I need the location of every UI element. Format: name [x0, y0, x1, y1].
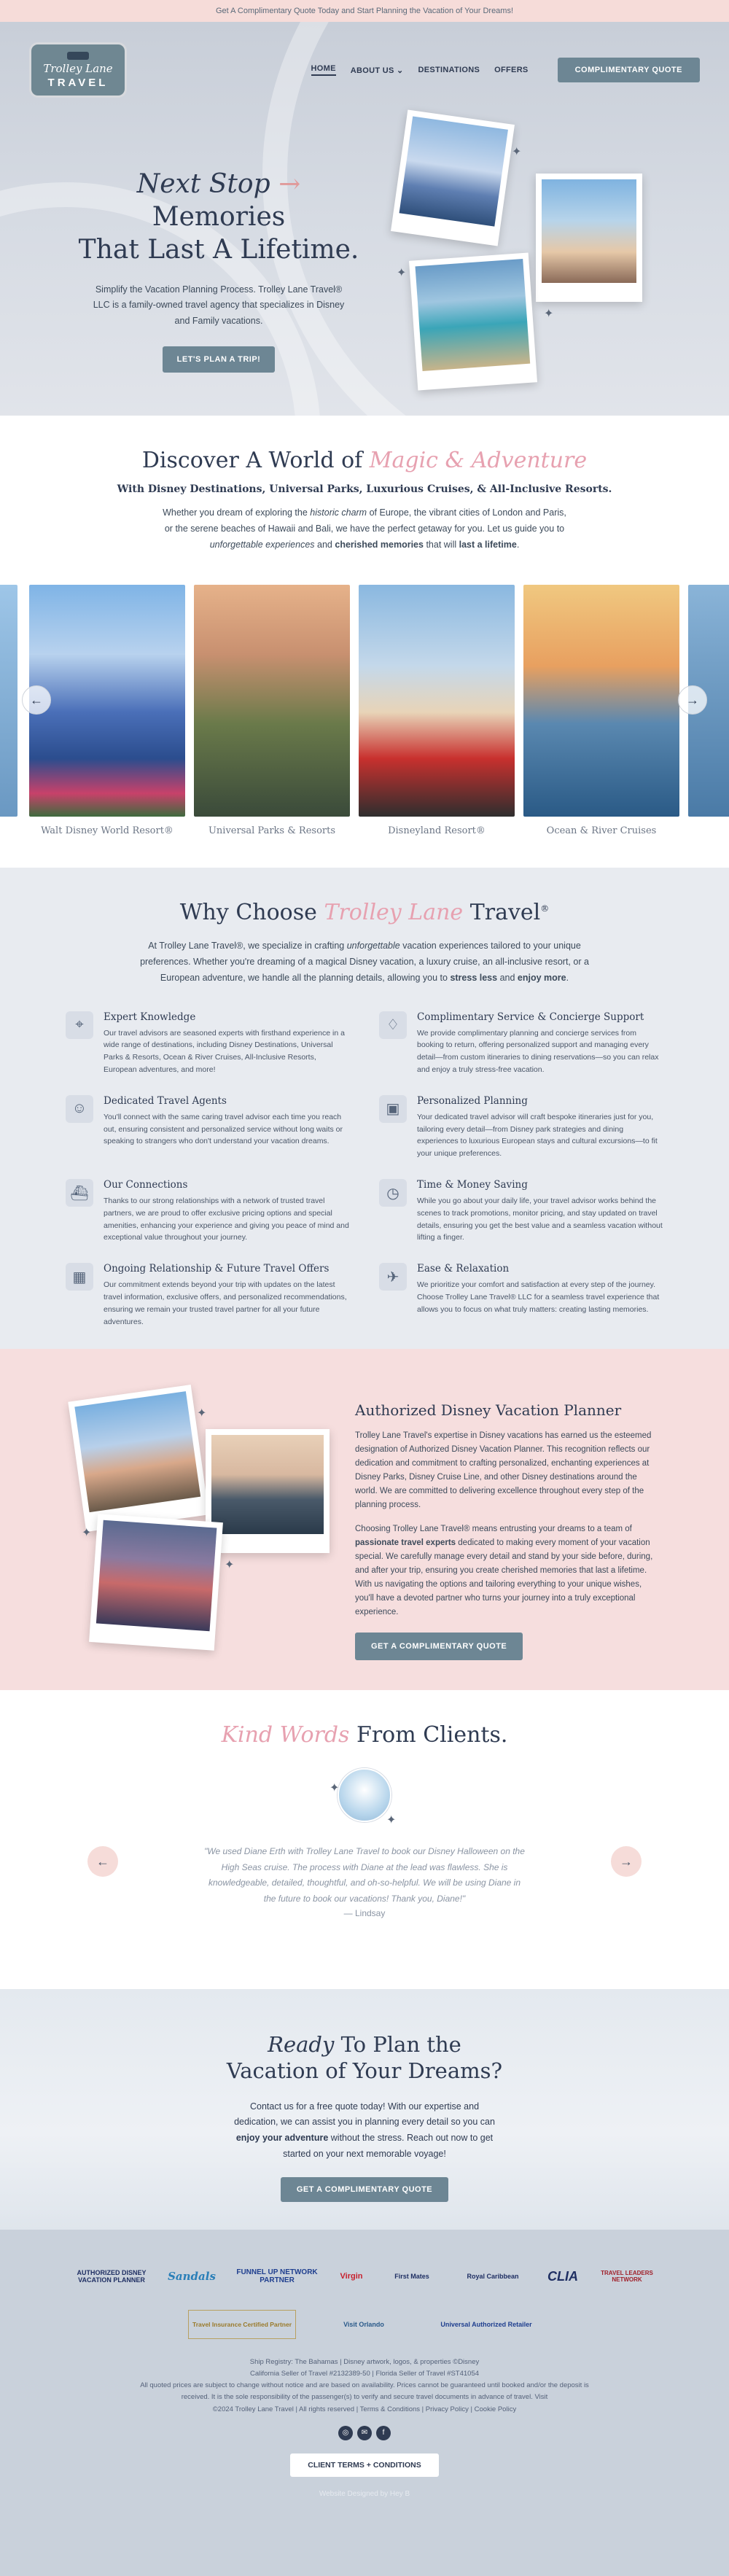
announcement-text: Get A Complimentary Quote Today and Start Planning the Vacation of Your Dreams! [215, 7, 514, 15]
designer-credit[interactable]: Website Designed by Hey B [319, 2489, 410, 2498]
testimonial-title [0, 1722, 729, 1748]
footer-line: All quoted prices are subject to change without notice and are based on availability. Prices cannot be guaranteed until booked and/or the deposit is [140, 2381, 589, 2390]
sparkle-icon: ✦ [512, 146, 522, 158]
advp-section [0, 1349, 729, 1690]
why-body-part: and [499, 972, 515, 983]
arrow-left-icon: ← [30, 692, 43, 707]
why-section [0, 868, 729, 1349]
ready-section [0, 1989, 729, 2230]
feature-text: Our travel advisors are seasoned experts with firsthand experience in a wide range of destinations, including Disney Destinations, Universal Parks & Resorts, Ocean & River Cruises, All-Inclusive Resorts, European adventures, and more! [104, 1028, 345, 1075]
footer-line: California Seller of Travel #2132389-50 | Florida Seller of Travel #ST41054 [249, 2370, 480, 2378]
feature-item [379, 1263, 663, 1328]
discover-body-bold: cherished memories [335, 539, 424, 550]
site-footer [0, 2230, 729, 2576]
testimonial-prev-button[interactable] [87, 1846, 118, 1877]
features-grid [66, 1011, 663, 1328]
footer-fine-print [0, 2357, 729, 2416]
nav-about-label: ABOUT US [350, 66, 394, 75]
advp-photo-family [68, 1385, 208, 1532]
discover-body-emphasis: unforgettable experiences [209, 539, 315, 550]
discover-title-b: Magic & Adventure [369, 448, 588, 473]
discover-body-part: and [317, 539, 332, 550]
advp-text [355, 1401, 661, 1660]
luggage-icon: ▣ [379, 1095, 407, 1123]
why-title-c: Travel [469, 900, 541, 925]
hero-text [73, 168, 364, 373]
feature-item [379, 1011, 663, 1076]
email-icon[interactable]: ✉ [357, 2426, 372, 2440]
ready-title [0, 2031, 729, 2085]
announcement-bar [0, 0, 729, 22]
discover-body-part: that will [426, 539, 457, 550]
hero-subtitle: Simplify the Vacation Planning Process. Trolley Lane Travel® LLC is a family-owned travel agency that specializes in Disney and Family vacations. [93, 284, 345, 326]
ready-body-part: without the stress. Reach out now to get started on your next memorable voyage! [283, 2133, 494, 2160]
map-pin-icon: ⌖ [66, 1011, 93, 1039]
partner-logo-disney: AUTHORIZED DISNEY VACATION PLANNER [77, 2269, 147, 2284]
sparkle-icon: ✦ [197, 1407, 207, 1420]
feature-title: Personalized Planning [417, 1094, 528, 1107]
discover-body-part: of Europe, the vibrant cities of London and Paris, or the serene beaches of Hawaii and Bali, we have the perfect getaway for you. Let us guide you to [164, 507, 566, 534]
advp-quote-button[interactable]: GET A COMPLIMENTARY QUOTE [355, 1633, 523, 1660]
destination-card[interactable] [523, 585, 679, 836]
plan-trip-button[interactable]: LET'S PLAN A TRIP! [163, 346, 276, 373]
ready-title-b: To Plan the [340, 2032, 461, 2057]
concierge-bell-icon: ♢ [379, 1011, 407, 1039]
discover-body-emphasis: historic charm [310, 507, 367, 518]
main-nav [311, 58, 700, 82]
destination-card-partial[interactable] [0, 585, 17, 817]
feature-item [66, 1263, 350, 1328]
nav-destinations[interactable]: DESTINATIONS [418, 66, 480, 74]
partner-logo-orlando: Visit Orlando [343, 2321, 384, 2328]
why-body-bold: stress less [450, 972, 498, 983]
why-body-bold: enjoy more [517, 972, 566, 983]
why-body [131, 938, 598, 987]
testimonial-title-b: From Clients. [356, 1722, 508, 1748]
destination-caption: Disneyland Resort® [388, 825, 486, 836]
partner-logo-insurance: Travel Insurance Certified Partner [188, 2310, 296, 2339]
feature-text: We provide complimentary planning and concierge services from booking to return, offering personalized support and managing every detail—from custom itineraries to dining reservations—so you can relax and enjoy a truly stress-free vacation. [417, 1028, 659, 1075]
agent-icon: ☺ [66, 1095, 93, 1123]
partner-logos-row-1 [0, 2262, 729, 2291]
hero-photo-beach [409, 252, 537, 390]
advp-title: Authorized Disney Vacation Planner [355, 1401, 622, 1419]
feature-item [66, 1011, 350, 1076]
advp-paragraph: Trolley Lane Travel's expertise in Disney vacations has earned us the esteemed designation of Authorized Disney Vacation Planner. This recognition reflects our dedication and commitment to crafting personalized, enchanting experiences at Disney Parks, Disney Cruise Line, and other Disney destinations around the world. We are committed to delivering excellence throughout every step of the planning process. [355, 1431, 652, 1509]
feature-title: Ease & Relaxation [417, 1263, 510, 1275]
partner-logo-funnelup: FUNNEL UP NETWORK PARTNER [236, 2268, 318, 2284]
advp-paragraph [355, 1522, 661, 1619]
footer-line[interactable]: ©2024 Trolley Lane Travel | All rights reserved | Terms & Conditions | Privacy Policy | Cookie Policy [212, 2405, 517, 2413]
feature-text: While you go about your daily life, your travel advisor works behind the scenes to track promotions, monitor pricing, and stay updated on travel details, ensuring you get the best value and a seamless vacation without lifting a finger. [417, 1196, 663, 1242]
feature-text: We prioritize your comfort and satisfaction at every step of the journey. Choose Trolley Lane Travel® LLC for a seamless travel experience that allows you to focus on what truly matters: creating lasting memories. [417, 1280, 660, 1314]
destination-card[interactable] [29, 585, 185, 836]
feature-title: Time & Money Saving [417, 1179, 528, 1191]
destination-card[interactable] [359, 585, 515, 836]
feature-title: Our Connections [104, 1179, 188, 1191]
feature-title: Ongoing Relationship & Future Travel Offers [104, 1263, 330, 1275]
nav-offers[interactable]: OFFERS [494, 66, 529, 74]
destination-card[interactable] [194, 585, 350, 836]
partner-logo-universal: Universal Authorized Retailer [440, 2321, 532, 2328]
ready-body-part: Contact us for a free quote today! With our expertise and dedication, we can assist you in planning every detail so you can [234, 2101, 495, 2128]
feature-text: Your dedicated travel advisor will craft bespoke itineraries just for you, tailoring every detail—from Disney park strategies and dining experiences to luxurious European stays and cultural excursions—to fit your unique preferences. [417, 1112, 658, 1159]
sparkle-icon: ✦ [330, 1782, 340, 1794]
feature-title: Complimentary Service & Concierge Support [417, 1011, 644, 1023]
feature-text: Thanks to our strong relationships with a network of trusted travel partners, we are proud to offer exclusive pricing options and special amenities, enhancing your experience and giving you peace of mind and exceptional value throughout your journey. [104, 1196, 349, 1242]
ready-quote-button[interactable]: GET A COMPLIMENTARY QUOTE [281, 2177, 448, 2202]
why-title [0, 900, 729, 925]
discover-body [160, 505, 569, 553]
partner-logo-clia: CLIA [547, 2268, 578, 2284]
advp-paragraph-part: dedicated to making every moment of your vacation special. We carefully manage every detail and stand by your side before, during, and after your trip, ensuring you create cherished memories that last a lifetime. With us navigating the options and tailoring everything to your unique wishes, you'll have a devoted partner who turns your journey into a truly exceptional experience. [355, 1538, 653, 1616]
sparkle-icon: ✦ [397, 267, 407, 279]
destination-caption: Universal Parks & Resorts [208, 825, 336, 836]
chevron-down-icon: ⌄ [396, 66, 404, 75]
footer-line: received. It is the sole responsibility of the passenger(s) to verify and secure travel documents in advance of travel. Visit [181, 2393, 548, 2402]
why-body-part: . [566, 972, 569, 983]
calendar-icon: ▦ [66, 1263, 93, 1291]
testimonial-title-a: Kind Words [221, 1722, 350, 1748]
hero-title-a: Next Stop [136, 169, 270, 199]
ready-body-bold: enjoy your adventure [235, 2133, 329, 2144]
discover-body-bold: last a lifetime [459, 539, 517, 550]
site-logo[interactable] [29, 42, 127, 98]
hero-title-line2: That Last A Lifetime. [78, 235, 359, 265]
partner-logo-royal-caribbean: Royal Caribbean [467, 2273, 519, 2280]
registered-mark: ® [540, 903, 550, 914]
why-body-emphasis: unforgettable [346, 941, 400, 951]
carousel-prev-button[interactable] [22, 685, 51, 715]
sparkle-icon: ✦ [82, 1527, 92, 1539]
logo-line1: Trolley Lane [43, 61, 113, 75]
advp-photo-ship [206, 1429, 330, 1553]
client-terms-button[interactable]: CLIENT TERMS + CONDITIONS [290, 2454, 438, 2477]
testimonial-author: — Lindsay [343, 1908, 386, 1919]
hero-arrow: → [278, 169, 301, 199]
partner-logo-firstmates: First Mates [394, 2273, 429, 2280]
hero-title-b: Memories [152, 202, 286, 232]
sparkle-icon: ✦ [544, 308, 554, 320]
arrow-left-icon: ← [96, 1853, 109, 1869]
partner-logos-row-2 [0, 2310, 729, 2339]
footer-line: Ship Registry: The Bahamas | Disney artwork, logos, & properties ©Disney [249, 2358, 480, 2366]
testimonial-section [0, 1690, 729, 1989]
logo-line2: TRAVEL [47, 76, 109, 89]
feature-item [379, 1095, 663, 1160]
discover-subtitle: With Disney Destinations, Universal Parks, Luxurious Cruises, & All-Inclusive Resorts. [117, 483, 612, 495]
destination-carousel [0, 585, 729, 847]
feature-item [66, 1095, 350, 1160]
trolley-icon [67, 52, 89, 60]
sparkle-icon: ✦ [386, 1814, 397, 1826]
ready-title-a: Ready [268, 2032, 335, 2057]
feature-title: Expert Knowledge [104, 1011, 196, 1023]
discover-title-a: Discover A World of [141, 448, 363, 473]
sparkle-icon: ✦ [225, 1559, 235, 1571]
partner-logo-virgin: Virgin [340, 2272, 363, 2281]
why-title-a: Why Choose [179, 900, 317, 925]
destination-caption: Ocean & River Cruises [546, 825, 657, 836]
feature-text: Our commitment extends beyond your trip with updates on the latest travel information, exclusive offers, and personalized recommendations, ensuring we remain your trusted travel partner for all your future adventures. [104, 1280, 347, 1326]
partner-logo-sandals: Sandals [168, 2270, 216, 2283]
hero-section [0, 22, 729, 416]
social-links [0, 2426, 729, 2440]
ready-body [233, 2099, 496, 2163]
feature-title: Dedicated Travel Agents [104, 1094, 227, 1107]
nav-about-us[interactable] [351, 66, 404, 75]
ready-title-line2: Vacation of Your Dreams? [226, 2058, 503, 2084]
arrow-right-icon: → [686, 692, 699, 707]
testimonial-quote: "We used Diane Erth with Trolley Lane Travel to book our Disney Halloween on the High Seas cruise. The process with Diane at the lead was flawless. She is knowledgeable, detailed, thoughtful, and oh-so-helpful. We will be using Diane in the future to book our vacations! Thank you, Diane!" [204, 1846, 525, 1904]
nav-quote-button[interactable]: COMPLIMENTARY QUOTE [558, 58, 700, 82]
instagram-icon[interactable]: ◎ [338, 2426, 353, 2440]
client-avatar [338, 1768, 391, 1822]
facebook-icon[interactable]: f [376, 2426, 391, 2440]
site-header [29, 42, 700, 98]
advp-photo-park [89, 1514, 223, 1651]
feature-text: You'll connect with the same caring travel advisor each time you reach out, ensuring consistent and personalized service without long waits or speaking to strangers who don't understand your vacation dreams. [104, 1112, 343, 1146]
carousel-next-button[interactable] [678, 685, 707, 715]
feature-item [66, 1179, 350, 1244]
why-title-b: Trolley Lane [324, 900, 464, 925]
destination-caption: Walt Disney World Resort® [41, 825, 174, 836]
hero-photo-family [536, 174, 642, 302]
feature-item [379, 1179, 663, 1244]
nav-home[interactable]: HOME [311, 64, 336, 76]
clock-money-icon: ◷ [379, 1179, 407, 1207]
discover-body-part: . [516, 539, 520, 550]
hero-title [73, 168, 364, 266]
hero-photo-castle [391, 110, 515, 246]
testimonial-next-button[interactable] [611, 1846, 642, 1877]
discover-body-part: Whether you dream of exploring the [163, 507, 308, 518]
cruise-ship-icon: ⛴ [66, 1179, 93, 1207]
why-body-part: vacation experiences tailored to your unique preferences. Whether you're dreaming of a magical Disney vacation, a luxury cruise, an all-inclusive resort, or a European adventure, we handle all the planning details, allowing you to [140, 941, 589, 983]
discover-section [0, 416, 729, 868]
arrow-right-icon: → [620, 1853, 633, 1869]
advp-paragraph-part: Choosing Trolley Lane Travel® means entrusting your dreams to a team of [355, 1524, 632, 1533]
airplane-icon: ✈ [379, 1263, 407, 1291]
why-body-part: At Trolley Lane Travel®, we specialize in crafting [148, 941, 345, 951]
partner-logo-travel-leaders: TRAVEL LEADERS NETWORK [601, 2270, 653, 2283]
advp-paragraph-bold: passionate travel experts [355, 1538, 456, 1547]
discover-title [0, 448, 729, 473]
